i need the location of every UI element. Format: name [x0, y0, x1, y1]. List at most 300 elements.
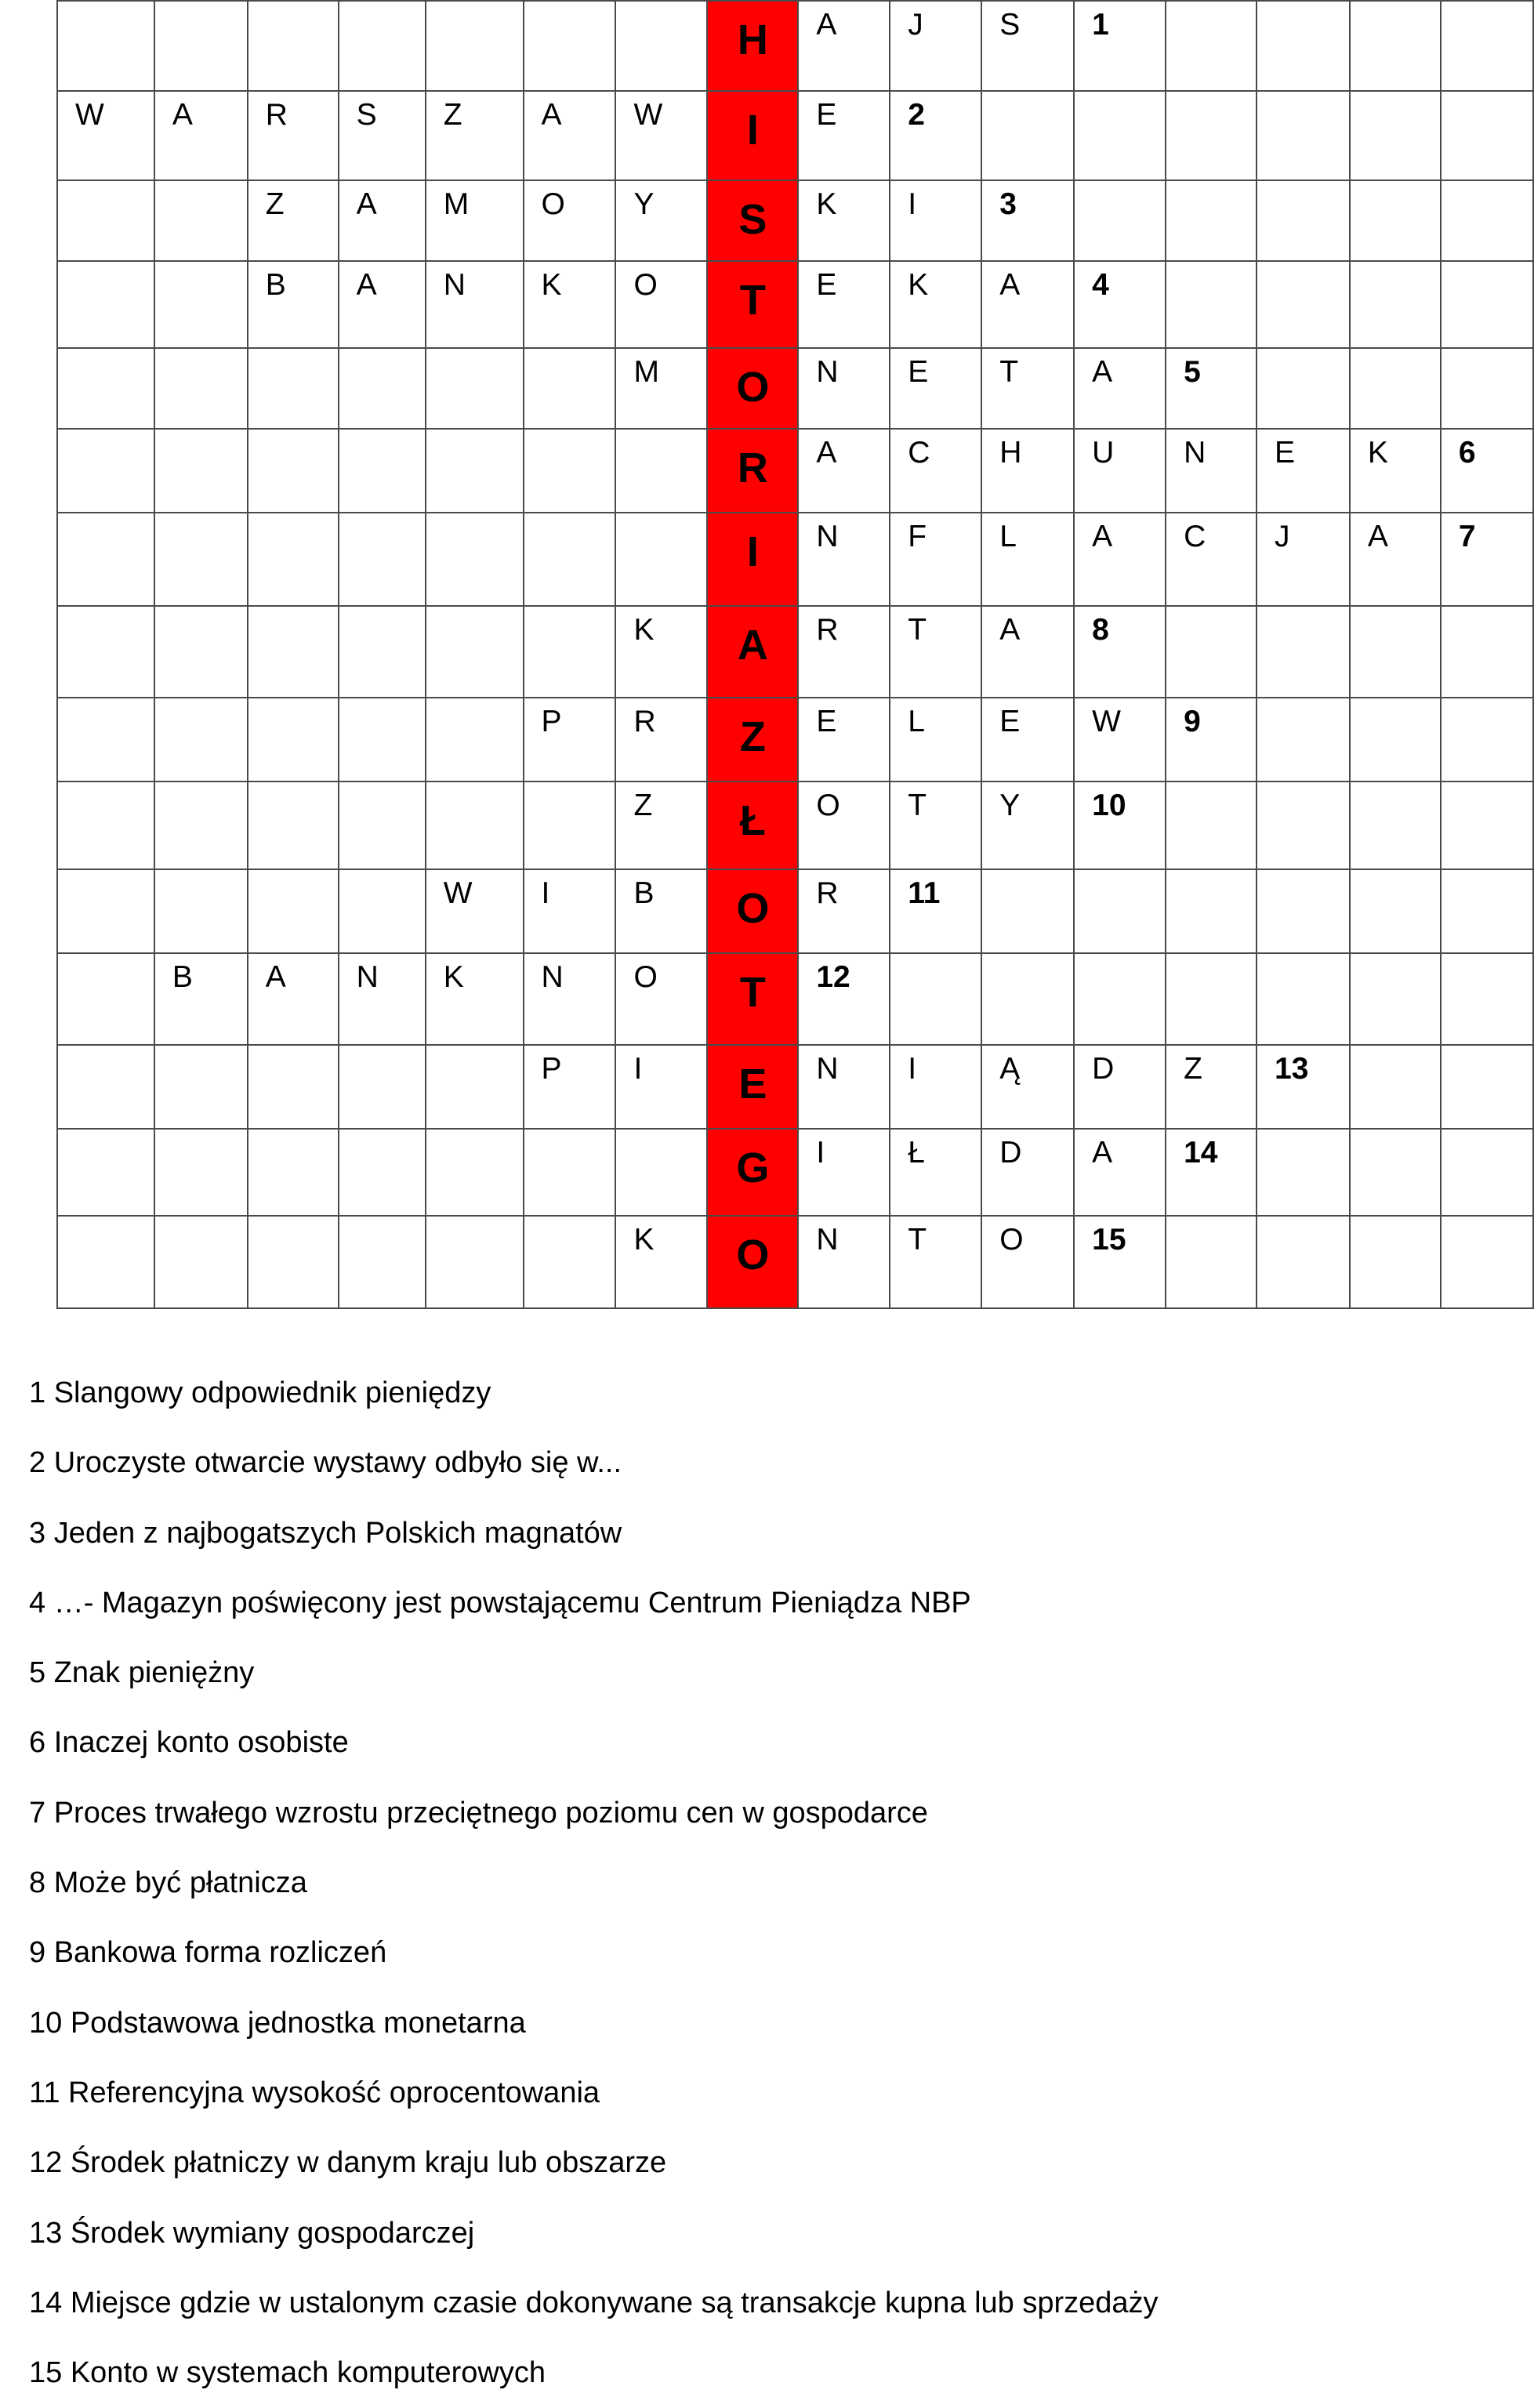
empty-cell[interactable]: [339, 1216, 426, 1308]
clue-number-cell[interactable]: [1074, 1216, 1166, 1308]
empty-cell[interactable]: [1350, 606, 1441, 698]
letter-cell[interactable]: [890, 180, 981, 261]
empty-cell[interactable]: [154, 1045, 248, 1129]
empty-cell[interactable]: [426, 1129, 524, 1216]
empty-cell[interactable]: [615, 1, 707, 91]
empty-cell[interactable]: [154, 429, 248, 513]
cell-letter: B: [172, 960, 193, 994]
empty-cell[interactable]: [1350, 1, 1441, 91]
letter-cell[interactable]: [798, 429, 890, 513]
empty-cell[interactable]: [339, 513, 426, 606]
empty-cell[interactable]: [1441, 869, 1533, 953]
empty-cell[interactable]: [981, 953, 1074, 1045]
letter-cell[interactable]: [890, 513, 981, 606]
empty-cell[interactable]: [524, 348, 616, 429]
empty-cell[interactable]: [1257, 953, 1350, 1045]
cell-letter: F: [908, 520, 927, 553]
empty-cell[interactable]: [1257, 869, 1350, 953]
letter-cell[interactable]: [890, 1129, 981, 1216]
letter-cell[interactable]: [524, 1045, 616, 1129]
key-cell[interactable]: [707, 348, 798, 429]
cell-letter: K: [541, 268, 562, 302]
clue-number-cell[interactable]: [1074, 261, 1166, 348]
cell-letter: A: [1367, 520, 1388, 553]
clue-number: 5: [1184, 355, 1201, 389]
empty-cell[interactable]: [57, 782, 154, 869]
key-letter: A: [737, 622, 768, 669]
key-cell[interactable]: [707, 1, 798, 91]
letter-cell[interactable]: [615, 782, 707, 869]
empty-cell[interactable]: [1441, 953, 1533, 1045]
letter-cell[interactable]: [1257, 513, 1350, 606]
letter-cell[interactable]: [798, 698, 890, 782]
empty-cell[interactable]: [426, 348, 524, 429]
letter-cell[interactable]: [426, 180, 524, 261]
empty-cell[interactable]: [890, 953, 981, 1045]
cell-letter: E: [908, 355, 929, 389]
key-cell[interactable]: [707, 429, 798, 513]
empty-cell[interactable]: [524, 1129, 616, 1216]
empty-cell[interactable]: [248, 782, 339, 869]
empty-cell[interactable]: [248, 513, 339, 606]
key-cell[interactable]: [707, 869, 798, 953]
empty-cell[interactable]: [154, 606, 248, 698]
letter-cell[interactable]: [798, 1216, 890, 1308]
clue-number: 8: [1092, 613, 1109, 647]
letter-cell[interactable]: [248, 91, 339, 180]
cell-letter: K: [816, 187, 837, 221]
empty-cell[interactable]: [1074, 91, 1166, 180]
clue-number: 7: [1458, 520, 1476, 553]
empty-cell[interactable]: [1441, 1216, 1533, 1308]
cell-letter: U: [1092, 436, 1115, 470]
cell-letter: B: [265, 268, 286, 302]
cell-letter: N: [816, 355, 839, 389]
empty-cell[interactable]: [615, 429, 707, 513]
letter-cell[interactable]: [890, 782, 981, 869]
letter-cell[interactable]: [890, 698, 981, 782]
empty-cell[interactable]: [154, 698, 248, 782]
empty-cell[interactable]: [248, 429, 339, 513]
empty-cell[interactable]: [154, 348, 248, 429]
letter-cell[interactable]: [981, 1, 1074, 91]
letter-cell[interactable]: [981, 606, 1074, 698]
empty-cell[interactable]: [1350, 869, 1441, 953]
cell-letter: A: [1092, 355, 1113, 389]
letter-cell[interactable]: [981, 348, 1074, 429]
letter-cell[interactable]: [890, 1045, 981, 1129]
clue-number-cell[interactable]: [1441, 513, 1533, 606]
clue-number-cell[interactable]: [1074, 782, 1166, 869]
cell-letter: R: [633, 705, 656, 738]
letter-cell[interactable]: [1074, 1045, 1166, 1129]
clue-number-cell[interactable]: [1166, 348, 1257, 429]
letter-cell[interactable]: [1166, 513, 1257, 606]
empty-cell[interactable]: [154, 869, 248, 953]
key-cell[interactable]: [707, 782, 798, 869]
empty-cell[interactable]: [524, 429, 616, 513]
empty-cell[interactable]: [248, 1, 339, 91]
key-cell[interactable]: [707, 513, 798, 606]
clue-number-cell[interactable]: [1074, 606, 1166, 698]
cell-letter: E: [1275, 436, 1296, 470]
empty-cell[interactable]: [1350, 261, 1441, 348]
empty-cell[interactable]: [1441, 606, 1533, 698]
empty-cell[interactable]: [981, 869, 1074, 953]
letter-cell[interactable]: [798, 606, 890, 698]
grid-row: [57, 348, 1533, 429]
grid-row: [57, 429, 1533, 513]
empty-cell[interactable]: [1074, 180, 1166, 261]
empty-cell[interactable]: [1441, 698, 1533, 782]
cell-letter: P: [541, 705, 562, 738]
empty-cell[interactable]: [1441, 261, 1533, 348]
empty-cell[interactable]: [1074, 869, 1166, 953]
empty-cell[interactable]: [1441, 1129, 1533, 1216]
empty-cell[interactable]: [1257, 1129, 1350, 1216]
key-letter: G: [736, 1144, 770, 1191]
empty-cell[interactable]: [426, 1216, 524, 1308]
empty-cell[interactable]: [1257, 180, 1350, 261]
letter-cell[interactable]: [890, 1, 981, 91]
empty-cell[interactable]: [1166, 91, 1257, 180]
letter-cell[interactable]: [1350, 513, 1441, 606]
empty-cell[interactable]: [57, 869, 154, 953]
empty-cell[interactable]: [1257, 1216, 1350, 1308]
letter-cell[interactable]: [890, 606, 981, 698]
grid-row: [57, 953, 1533, 1045]
empty-cell[interactable]: [1350, 782, 1441, 869]
clue-number-cell[interactable]: [890, 869, 981, 953]
letter-cell[interactable]: [798, 1, 890, 91]
cell-letter: I: [633, 1052, 643, 1086]
empty-cell[interactable]: [426, 513, 524, 606]
key-letter: T: [739, 277, 766, 324]
letter-cell[interactable]: [426, 91, 524, 180]
letter-cell[interactable]: [248, 261, 339, 348]
clue-number: 4: [1092, 268, 1109, 302]
empty-cell[interactable]: [1166, 261, 1257, 348]
empty-cell[interactable]: [426, 698, 524, 782]
empty-cell[interactable]: [248, 869, 339, 953]
empty-cell[interactable]: [615, 513, 707, 606]
empty-cell[interactable]: [154, 261, 248, 348]
cell-letter: E: [816, 705, 837, 738]
empty-cell[interactable]: [524, 782, 616, 869]
empty-cell[interactable]: [524, 606, 616, 698]
cell-letter: C: [1184, 520, 1206, 553]
letter-cell[interactable]: [798, 869, 890, 953]
letter-cell[interactable]: [426, 261, 524, 348]
letter-cell[interactable]: [798, 261, 890, 348]
empty-cell[interactable]: [1166, 1216, 1257, 1308]
key-cell[interactable]: [707, 1216, 798, 1308]
letter-cell[interactable]: [339, 180, 426, 261]
letter-cell[interactable]: [248, 953, 339, 1045]
clue-number-cell[interactable]: [1166, 1129, 1257, 1216]
empty-cell[interactable]: [1441, 1045, 1533, 1129]
empty-cell[interactable]: [248, 698, 339, 782]
key-cell[interactable]: [707, 1045, 798, 1129]
empty-cell[interactable]: [1166, 1, 1257, 91]
clue-item: 1 Slangowy odpowiednik pieniędzy: [29, 1376, 491, 1409]
cell-letter: L: [908, 705, 925, 738]
letter-cell[interactable]: [524, 869, 616, 953]
clue-number: 6: [1458, 436, 1476, 470]
cell-letter: N: [1184, 436, 1206, 470]
letter-cell[interactable]: [798, 348, 890, 429]
letter-cell[interactable]: [615, 698, 707, 782]
letter-cell[interactable]: [339, 91, 426, 180]
clue-number-cell[interactable]: [798, 953, 890, 1045]
cell-letter: N: [541, 960, 564, 994]
empty-cell[interactable]: [339, 348, 426, 429]
empty-cell[interactable]: [1257, 606, 1350, 698]
empty-cell[interactable]: [154, 782, 248, 869]
letter-cell[interactable]: [615, 869, 707, 953]
empty-cell[interactable]: [1166, 953, 1257, 1045]
letter-cell[interactable]: [981, 1045, 1074, 1129]
cell-letter: M: [633, 355, 659, 389]
empty-cell[interactable]: [426, 429, 524, 513]
letter-cell[interactable]: [890, 348, 981, 429]
cell-letter: L: [999, 520, 1017, 553]
empty-cell[interactable]: [1257, 91, 1350, 180]
cell-letter: T: [999, 355, 1019, 389]
letter-cell[interactable]: [615, 261, 707, 348]
empty-cell[interactable]: [57, 348, 154, 429]
letter-cell[interactable]: [615, 1216, 707, 1308]
empty-cell[interactable]: [1350, 1129, 1441, 1216]
empty-cell[interactable]: [1350, 180, 1441, 261]
clue-number-cell[interactable]: [981, 180, 1074, 261]
key-cell[interactable]: [707, 180, 798, 261]
cell-letter: T: [908, 1223, 927, 1257]
letter-cell[interactable]: [1074, 698, 1166, 782]
empty-cell[interactable]: [1350, 953, 1441, 1045]
empty-cell[interactable]: [57, 953, 154, 1045]
clue-number-cell[interactable]: [890, 91, 981, 180]
key-cell[interactable]: [707, 606, 798, 698]
empty-cell[interactable]: [154, 180, 248, 261]
letter-cell[interactable]: [981, 429, 1074, 513]
empty-cell[interactable]: [1441, 348, 1533, 429]
cell-letter: Y: [999, 789, 1021, 822]
letter-cell[interactable]: [615, 91, 707, 180]
key-cell[interactable]: [707, 1129, 798, 1216]
empty-cell[interactable]: [1350, 91, 1441, 180]
empty-cell[interactable]: [57, 261, 154, 348]
empty-cell[interactable]: [339, 606, 426, 698]
letter-cell[interactable]: [1166, 1045, 1257, 1129]
letter-cell[interactable]: [524, 698, 616, 782]
letter-cell[interactable]: [615, 1045, 707, 1129]
empty-cell[interactable]: [615, 1129, 707, 1216]
letter-cell[interactable]: [890, 261, 981, 348]
empty-cell[interactable]: [426, 1045, 524, 1129]
empty-cell[interactable]: [1257, 1, 1350, 91]
empty-cell[interactable]: [57, 180, 154, 261]
letter-cell[interactable]: [615, 348, 707, 429]
letter-cell[interactable]: [57, 91, 154, 180]
empty-cell[interactable]: [1350, 348, 1441, 429]
key-letter: O: [736, 1231, 770, 1278]
empty-cell[interactable]: [57, 1129, 154, 1216]
empty-cell[interactable]: [524, 1216, 616, 1308]
empty-cell[interactable]: [339, 1129, 426, 1216]
letter-cell[interactable]: [798, 782, 890, 869]
letter-cell[interactable]: [1257, 429, 1350, 513]
cell-letter: T: [908, 613, 927, 647]
clue-number-cell[interactable]: [1074, 1, 1166, 91]
letter-cell[interactable]: [1166, 429, 1257, 513]
letter-cell[interactable]: [798, 513, 890, 606]
empty-cell[interactable]: [426, 606, 524, 698]
clue-number-cell[interactable]: [1166, 698, 1257, 782]
letter-cell[interactable]: [524, 953, 616, 1045]
letter-cell[interactable]: [615, 606, 707, 698]
empty-cell[interactable]: [248, 1216, 339, 1308]
grid-row: [57, 1216, 1533, 1308]
empty-cell[interactable]: [248, 1045, 339, 1129]
empty-cell[interactable]: [339, 429, 426, 513]
letter-cell[interactable]: [798, 1045, 890, 1129]
cell-letter: A: [1092, 520, 1113, 553]
empty-cell[interactable]: [339, 1, 426, 91]
empty-cell[interactable]: [1441, 180, 1533, 261]
empty-cell[interactable]: [57, 606, 154, 698]
letter-cell[interactable]: [339, 261, 426, 348]
empty-cell[interactable]: [1074, 953, 1166, 1045]
empty-cell[interactable]: [981, 91, 1074, 180]
letter-cell[interactable]: [524, 91, 616, 180]
empty-cell[interactable]: [1166, 782, 1257, 869]
empty-cell[interactable]: [57, 513, 154, 606]
empty-cell[interactable]: [248, 1129, 339, 1216]
letter-cell[interactable]: [981, 698, 1074, 782]
empty-cell[interactable]: [1350, 1216, 1441, 1308]
clue-item: 10 Podstawowa jednostka monetarna: [29, 2006, 526, 2040]
cell-letter: B: [633, 876, 655, 910]
letter-cell[interactable]: [426, 953, 524, 1045]
empty-cell[interactable]: [426, 1, 524, 91]
key-cell[interactable]: [707, 953, 798, 1045]
empty-cell[interactable]: [57, 1216, 154, 1308]
letter-cell[interactable]: [981, 1129, 1074, 1216]
empty-cell[interactable]: [248, 606, 339, 698]
empty-cell[interactable]: [339, 782, 426, 869]
empty-cell[interactable]: [1441, 1, 1533, 91]
empty-cell[interactable]: [339, 869, 426, 953]
letter-cell[interactable]: [981, 1216, 1074, 1308]
empty-cell[interactable]: [1257, 782, 1350, 869]
empty-cell[interactable]: [57, 429, 154, 513]
empty-cell[interactable]: [524, 513, 616, 606]
letter-cell[interactable]: [798, 180, 890, 261]
letter-cell[interactable]: [339, 953, 426, 1045]
empty-cell[interactable]: [1166, 180, 1257, 261]
cell-letter: W: [1092, 705, 1121, 738]
letter-cell[interactable]: [798, 91, 890, 180]
letter-cell[interactable]: [890, 1216, 981, 1308]
letter-cell[interactable]: [1074, 348, 1166, 429]
clue-number-cell[interactable]: [1441, 429, 1533, 513]
key-cell[interactable]: [707, 698, 798, 782]
letter-cell[interactable]: [154, 953, 248, 1045]
letter-cell[interactable]: [1074, 513, 1166, 606]
empty-cell[interactable]: [154, 1129, 248, 1216]
empty-cell[interactable]: [1166, 606, 1257, 698]
empty-cell[interactable]: [57, 1045, 154, 1129]
letter-cell[interactable]: [1350, 429, 1441, 513]
grid-row: [57, 698, 1533, 782]
empty-cell[interactable]: [1257, 348, 1350, 429]
empty-cell[interactable]: [154, 513, 248, 606]
letter-cell[interactable]: [1074, 1129, 1166, 1216]
cell-letter: W: [633, 98, 663, 132]
empty-cell[interactable]: [154, 1, 248, 91]
cell-letter: Z: [265, 187, 285, 221]
empty-cell[interactable]: [1166, 869, 1257, 953]
cell-letter: I: [908, 187, 917, 221]
key-letter: I: [746, 107, 759, 154]
cell-letter: I: [816, 1136, 825, 1170]
key-cell[interactable]: [707, 261, 798, 348]
empty-cell[interactable]: [339, 1045, 426, 1129]
letter-cell[interactable]: [524, 261, 616, 348]
empty-cell[interactable]: [1441, 91, 1533, 180]
letter-cell[interactable]: [1074, 429, 1166, 513]
empty-cell[interactable]: [339, 698, 426, 782]
letter-cell[interactable]: [981, 782, 1074, 869]
empty-cell[interactable]: [57, 698, 154, 782]
cell-letter: E: [816, 98, 837, 132]
empty-cell[interactable]: [1257, 261, 1350, 348]
clue-number: 1: [1092, 8, 1109, 42]
empty-cell[interactable]: [1350, 1045, 1441, 1129]
cell-letter: W: [443, 876, 473, 910]
cell-letter: Ł: [908, 1136, 925, 1170]
empty-cell[interactable]: [426, 782, 524, 869]
empty-cell[interactable]: [57, 1, 154, 91]
empty-cell[interactable]: [1257, 698, 1350, 782]
empty-cell[interactable]: [154, 1216, 248, 1308]
letter-cell[interactable]: [981, 513, 1074, 606]
letter-cell[interactable]: [615, 953, 707, 1045]
letter-cell[interactable]: [248, 180, 339, 261]
key-cell[interactable]: [707, 91, 798, 180]
letter-cell[interactable]: [798, 1129, 890, 1216]
empty-cell[interactable]: [248, 348, 339, 429]
grid-row: [57, 782, 1533, 869]
key-letter: I: [746, 528, 759, 575]
empty-cell[interactable]: [1350, 698, 1441, 782]
empty-cell[interactable]: [1441, 782, 1533, 869]
letter-cell[interactable]: [154, 91, 248, 180]
letter-cell[interactable]: [981, 261, 1074, 348]
empty-cell[interactable]: [524, 1, 616, 91]
clue-number-cell[interactable]: [1257, 1045, 1350, 1129]
letter-cell[interactable]: [890, 429, 981, 513]
cell-letter: A: [1092, 1136, 1113, 1170]
cell-letter: H: [999, 436, 1022, 470]
letter-cell[interactable]: [524, 180, 616, 261]
letter-cell[interactable]: [426, 869, 524, 953]
cell-letter: R: [816, 613, 839, 647]
cell-letter: I: [541, 876, 550, 910]
letter-cell[interactable]: [615, 180, 707, 261]
cell-letter: Z: [633, 789, 653, 822]
